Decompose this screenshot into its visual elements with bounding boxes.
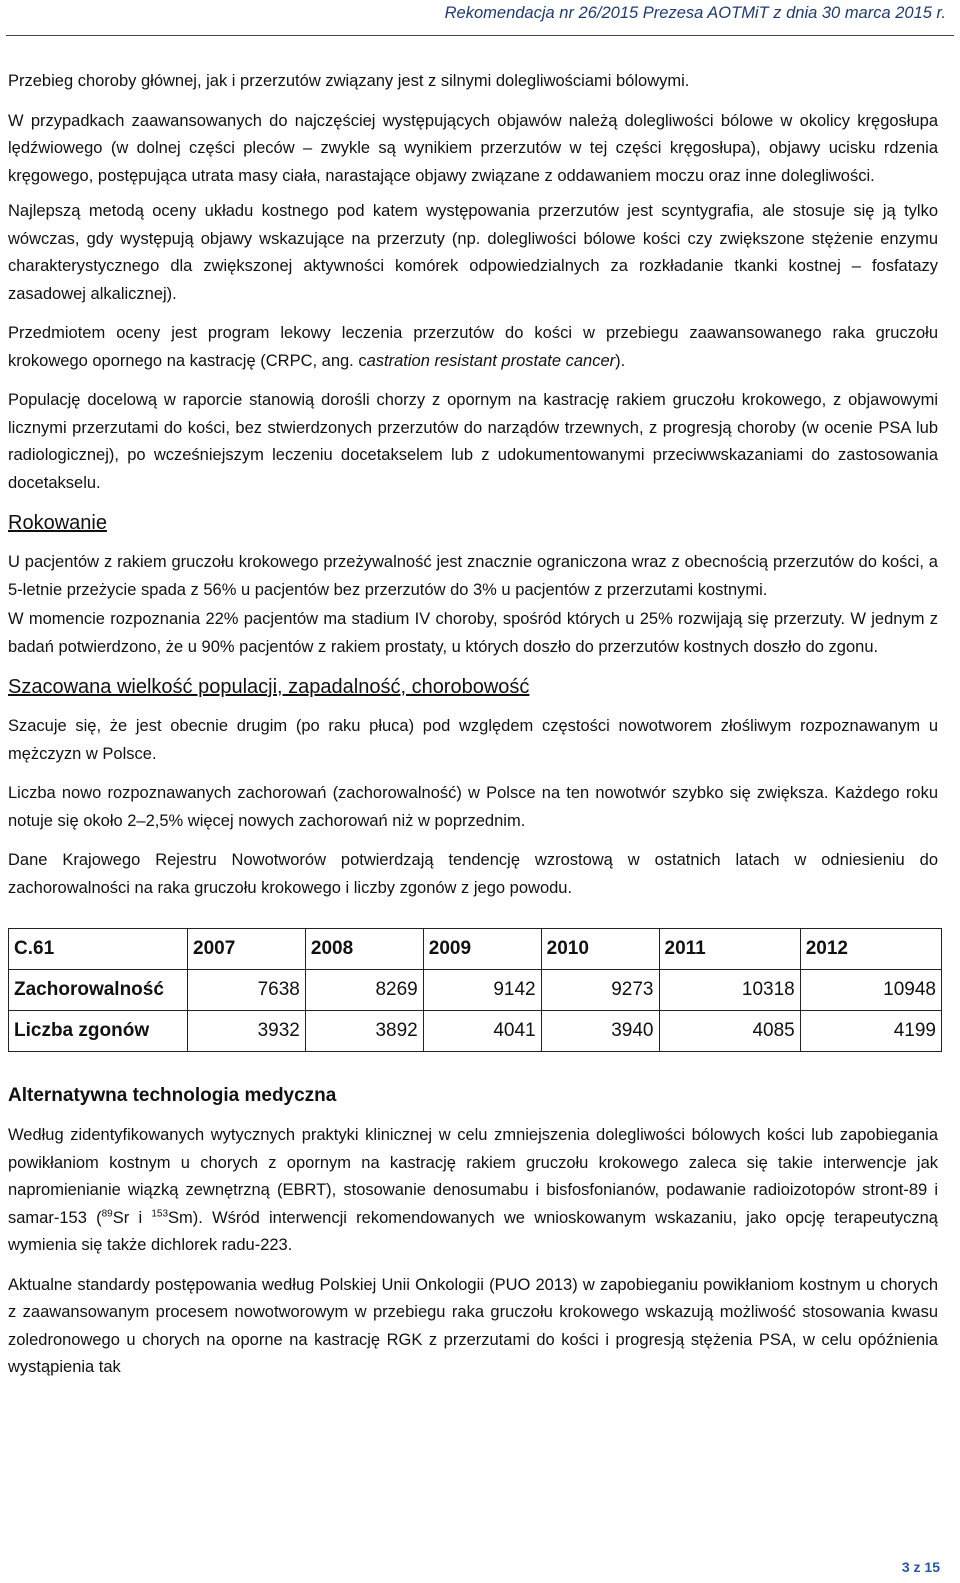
isotope-sm-mass: 153 — [151, 1208, 169, 1219]
paragraph-subject — [8, 320, 938, 375]
table-cell: 10318 — [659, 970, 800, 1011]
subject-end: ). — [615, 351, 626, 370]
table-year-header: 2007 — [188, 929, 306, 970]
table-cell: 4041 — [423, 1011, 541, 1052]
paragraph-registry: Dane Krajowego Rejestru Nowotworów potwierdzają tendencję wzrostową w ostatnich latach w odniesieniu do zachorowalności na raka gruczołu krokowego i liczby zgonów z jego powodu. — [8, 851, 938, 897]
paragraph-puo-standards: Aktualne standardy postępowania według Polskiej Unii Onkologii (PUO 2013) w zapobieganiu powikłaniom kostnym u chorych z zaawansowanym procesem nowotworowym w przebiegu raka gruczołu krokowego wskazują możliwość stosowania kwasu zoledronowego u chorych na oporne na kastrację RGK z przerzutami do kości i progresją stężenia PSA, w celu opóźnienia wystąpienia tak — [8, 1275, 938, 1376]
guidelines-text-a: Według zidentyfikowanych wytycznych praktyki klinicznej w celu zmniejszenia dolegliwości bólowych kości lub zapobiegania powikłaniom kostnym u chorych z opornym na kastrację rakiem gruczołu krokowego zaleca się takie interwencje jak napromienianie wiązką zewnętrzną (EBRT), stosowanie denosumabu i bisfosfonianów, podawanie radioizotopów stront-89 i samar-153 ( — [8, 1126, 938, 1227]
table-cell: 7638 — [188, 970, 306, 1011]
paragraph-second-cancer: Szacuje się, że jest obecnie drugim (po raku płuca) pod względem częstości nowotworem złośliwym rozpoznawanym u mężczyzn w Polsce. — [8, 717, 938, 763]
table-cell: 10948 — [800, 970, 941, 1011]
table-year-header: 2011 — [659, 929, 800, 970]
paragraph-survival: U pacjentów z rakiem gruczołu krokowego przeżywalność jest znacznie ograniczona wraz z obecnością przerzutów do kości, a 5-letnie przeżycie spada z 56% u pacjentów bez przerzutów do 3% u pacjentów z przerzutami kostnymi. — [8, 553, 938, 599]
table-corner-cell: C.61 — [9, 929, 188, 970]
header-divider — [6, 35, 954, 36]
table-cell: 3892 — [305, 1011, 423, 1052]
paragraph-symptoms: W przypadkach zaawansowanych do najczęściej występujących objawów należą dolegliwości bólowe w okolicy kręgosłupa lędźwiowego (w dolnej części pleców – zwykle są wynikiem przerzutów w tej części kręgosłupa), objawy ucisku rdzenia kręgowego, postępująca utrata masy ciała, narastające objawy związane z oddawaniem moczu oraz inne dolegliwości. — [8, 111, 938, 185]
table-year-header: 2009 — [423, 929, 541, 970]
heading-population-estimate: Szacowana wielkość populacji, zapadalność, chorobowość — [8, 676, 530, 698]
table-row-label: Zachorowalność — [9, 970, 188, 1011]
paragraph-stage: W momencie rozpoznania 22% pacjentów ma stadium IV choroby, spośród których u 25% rozwijają się przerzuty. W jednym z badań potwierdzono, że u 90% pacjentów z rakiem prostaty, u których doszło do przerzutów kostnych doszło do zgonu. — [8, 610, 938, 656]
subject-italic: astration resistant prostate cancer — [366, 351, 616, 370]
page-number: 3 z 15 — [901, 1559, 940, 1575]
paragraph-incidence: Liczba nowo rozpoznawanych zachorowań (zachorowalność) w Polsce na ten nowotwór szybko się zwiększa. Każdego roku notuje się około 2–2,5% więcej nowych zachorowań niż w poprzednim. — [8, 784, 938, 830]
paragraph-disease-course: Przebieg choroby głównej, jak i przerzutów związany jest z silnymi dolegliwościami bólowymi. — [8, 72, 690, 90]
document-header: Rekomendacja nr 26/2015 Prezesa AOTMiT z dnia 30 marca 2015 r. — [444, 4, 946, 22]
paragraph-scintigraphy: Najlepszą metodą oceny układu kostnego pod katem występowania przerzutów jest scyntygrafia, ale stosuje się ją tylko wówczas, gdy występują objawy wskazujące na przerzuty (np. dolegliwości bólowe kości czy zwiększone stężenie enzymu charakterystycznego dla zwiększonej aktywności komórek odpowiedzialnych za rozkładanie tkanki kostnej – fosfatazy zasadowej alkalicznej). — [8, 202, 938, 303]
table-cell: 9142 — [423, 970, 541, 1011]
table-year-header: 2008 — [305, 929, 423, 970]
subject-text: Przedmiotem oceny jest program lekowy leczenia przerzutów do kości w przebiegu zaawansowanego raka gruczołu krokowego opornego na kastrację (CRPC, ang. c — [8, 324, 938, 370]
table-cell: 9273 — [541, 970, 659, 1011]
table-row — [9, 970, 942, 1011]
table-cell: 4085 — [659, 1011, 800, 1052]
guidelines-text-b: Sr i — [112, 1208, 152, 1227]
incidence-table — [8, 928, 942, 1052]
isotope-sr-mass: 89 — [101, 1208, 113, 1219]
table-cell: 3940 — [541, 1011, 659, 1052]
heading-alternative-technology: Alternatywna technologia medyczna — [8, 1085, 337, 1106]
paragraph-guidelines — [8, 1122, 938, 1260]
table-cell: 8269 — [305, 970, 423, 1011]
table-year-header: 2010 — [541, 929, 659, 970]
paragraph-population: Populację docelową w raporcie stanowią dorośli chorzy z opornym na kastrację rakiem gruczołu krokowego, z objawowymi licznymi przerzutami do kości, bez stwierdzonych przerzutów do narządów trzewnych, z progresją choroby (w ocenie PSA lub radiologicznej), po wcześniejszym leczeniu docetakselem lub z udokumentowanymi przeciwwskazaniami do zastosowania docetakselu. — [8, 391, 938, 492]
table-year-header: 2012 — [800, 929, 941, 970]
table-row-label: Liczba zgonów — [9, 1011, 188, 1052]
guidelines-text-c: Sm). Wśród interwencji rekomendowanych we wnioskowanym wskazaniu, jako opcję terapeutyczną wymienia się także dichlorek radu-223. — [8, 1208, 938, 1254]
table-row — [9, 1011, 942, 1052]
table-cell: 4199 — [800, 1011, 941, 1052]
table-header-row — [9, 929, 942, 970]
page-content — [8, 68, 938, 1382]
table-cell: 3932 — [188, 1011, 306, 1052]
heading-rokowanie: Rokowanie — [8, 512, 107, 534]
